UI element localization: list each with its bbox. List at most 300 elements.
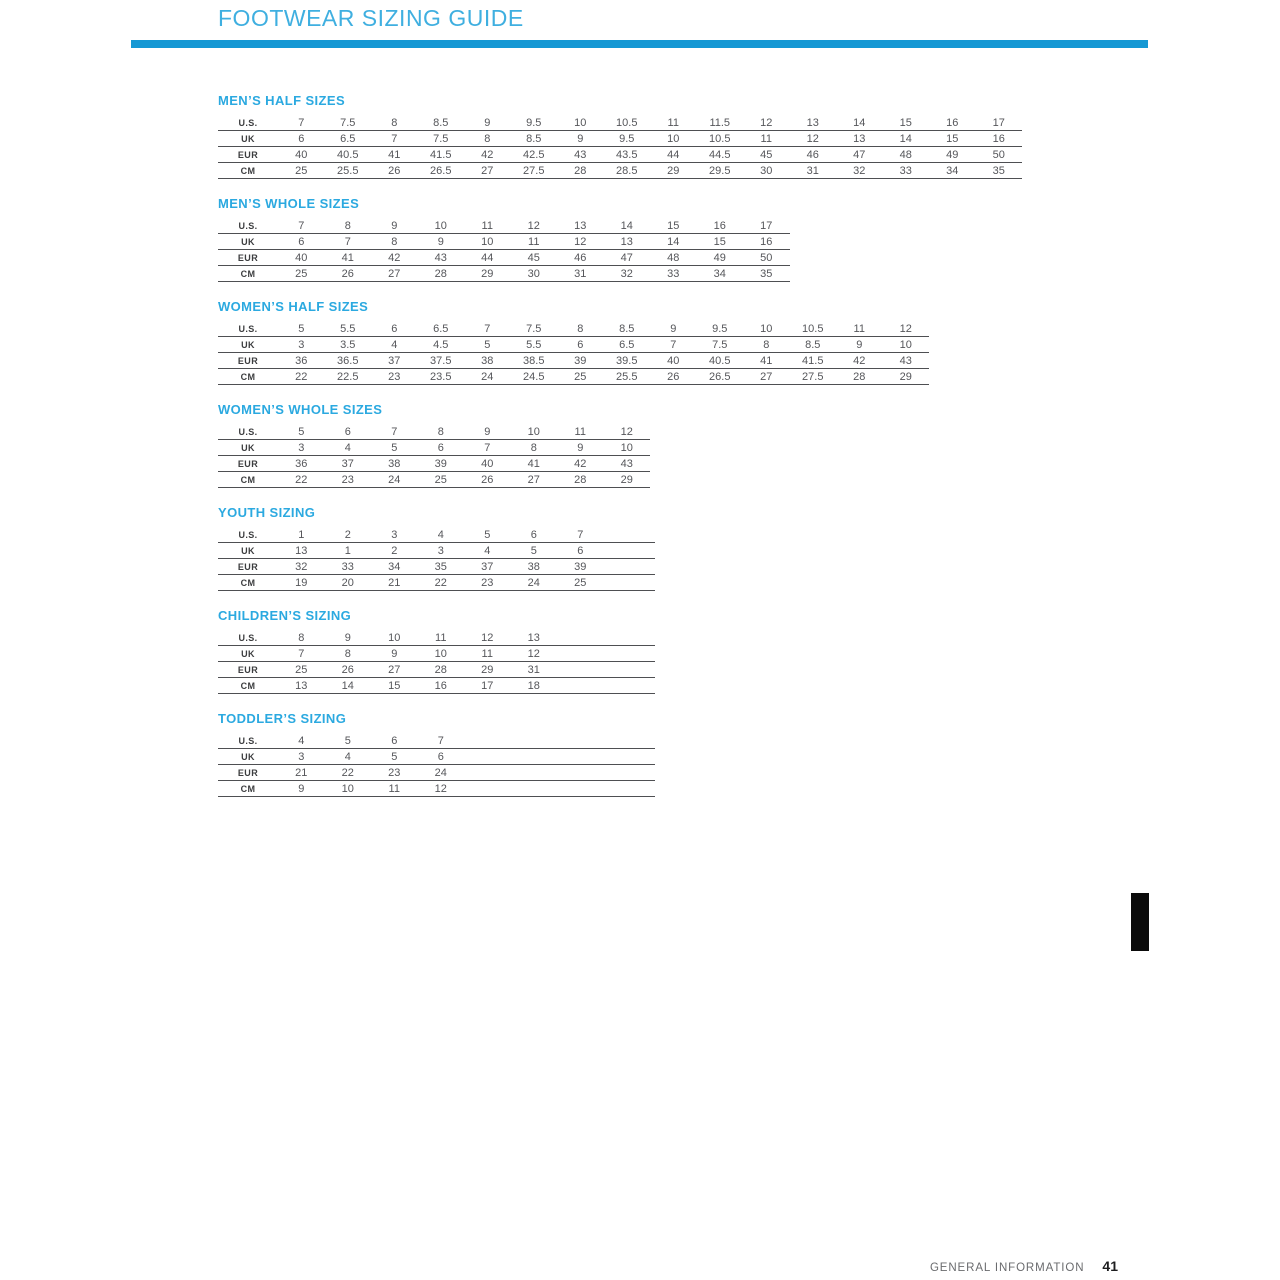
sizing-section (218, 94, 1022, 179)
size-value: 21 (388, 576, 401, 589)
registration-mark-bar (1131, 893, 1149, 951)
size-value: 13 (295, 679, 308, 692)
size-value: 15 (667, 219, 680, 232)
size-value: 32 (295, 560, 308, 573)
sizing-section (218, 609, 1022, 694)
size-value: 28 (574, 473, 587, 486)
size-value: 36.5 (337, 354, 359, 367)
section-heading: WOMEN’S HALF SIZES (218, 299, 369, 314)
size-value: 12 (806, 132, 819, 145)
size-value: 44.5 (709, 148, 731, 161)
size-value: 11 (481, 219, 493, 232)
size-value: 10 (527, 425, 540, 438)
size-value: 5 (298, 322, 305, 335)
sizing-section (218, 403, 1022, 488)
size-value: 21 (295, 766, 308, 779)
size-value: 5.5 (340, 322, 356, 335)
size-value: 12 (760, 116, 773, 129)
size-value: 5 (530, 544, 537, 557)
size-value: 42 (388, 251, 401, 264)
size-value: 41 (760, 354, 773, 367)
size-value: 34 (388, 560, 401, 573)
size-value: 4 (298, 734, 305, 747)
table-row (218, 250, 790, 266)
size-value: 10 (388, 631, 401, 644)
size-value: 28 (434, 663, 447, 676)
size-table (218, 527, 655, 591)
size-value: 7 (484, 441, 491, 454)
size-value: 23 (388, 766, 401, 779)
table-row (218, 765, 655, 781)
size-value: 3 (437, 544, 444, 557)
table-row (218, 559, 655, 575)
size-value: 35 (992, 164, 1005, 177)
size-value: 9 (391, 647, 398, 660)
size-value: 11 (435, 631, 447, 644)
size-value: 26.5 (709, 370, 731, 383)
size-value: 15 (388, 679, 401, 692)
size-value: 9 (437, 235, 444, 248)
size-value: 22 (295, 370, 308, 383)
size-value: 38 (481, 354, 494, 367)
size-value: 9.5 (526, 116, 542, 129)
size-value: 2 (391, 544, 398, 557)
size-value: 26 (481, 473, 494, 486)
row-label: U.S. (238, 117, 258, 128)
size-value: 4 (437, 528, 444, 541)
size-value: 25 (295, 164, 308, 177)
section-heading: WOMEN’S WHOLE SIZES (218, 402, 383, 417)
row-label: UK (241, 751, 255, 762)
size-value: 25 (574, 576, 587, 589)
size-value: 26 (667, 370, 680, 383)
size-value: 27.5 (802, 370, 824, 383)
size-value: 6.5 (619, 338, 635, 351)
row-label: UK (241, 339, 255, 350)
size-value: 43 (899, 354, 912, 367)
size-value: 24 (388, 473, 401, 486)
size-value: 44 (481, 251, 494, 264)
size-table (218, 115, 1022, 179)
size-value: 11 (760, 132, 772, 145)
page-footer (930, 1258, 1118, 1274)
size-value: 7 (298, 647, 305, 660)
size-value: 14 (899, 132, 912, 145)
size-value: 7.5 (340, 116, 356, 129)
table-row (218, 733, 655, 749)
size-value: 49 (713, 251, 726, 264)
size-value: 27 (481, 164, 494, 177)
size-value: 16 (760, 235, 773, 248)
sizing-section (218, 712, 1022, 797)
size-value: 36 (295, 457, 308, 470)
size-value: 14 (620, 219, 633, 232)
size-value: 29 (667, 164, 680, 177)
footer-section-label: GENERAL INFORMATION (929, 1262, 1085, 1274)
table-row (218, 662, 655, 678)
size-value: 3 (298, 441, 305, 454)
size-value: 6 (437, 750, 444, 763)
size-value: 37 (388, 354, 401, 367)
row-label: EUR (237, 355, 259, 366)
size-value: 25 (574, 370, 587, 383)
table-row (218, 353, 929, 369)
size-value: 13 (574, 219, 587, 232)
row-label: CM (240, 577, 256, 588)
size-value: 27 (388, 267, 401, 280)
size-value: 5 (298, 425, 305, 438)
size-value: 10 (341, 782, 354, 795)
size-value: 5 (344, 734, 351, 747)
row-label: EUR (237, 149, 259, 160)
size-value: 13 (295, 544, 308, 557)
size-value: 6 (298, 235, 305, 248)
size-value: 29.5 (709, 164, 731, 177)
size-value: 50 (760, 251, 773, 264)
size-value: 7 (437, 734, 444, 747)
size-value: 4 (484, 544, 491, 557)
size-value: 19 (295, 576, 308, 589)
size-value: 9 (391, 219, 398, 232)
size-value: 27.5 (523, 164, 545, 177)
size-value: 26.5 (430, 164, 452, 177)
size-value: 5 (484, 528, 491, 541)
row-label: U.S. (238, 323, 258, 334)
size-table (218, 424, 650, 488)
size-value: 45 (760, 148, 773, 161)
size-value: 9 (484, 425, 491, 438)
sizing-sections (218, 94, 1022, 815)
size-value: 43 (574, 148, 587, 161)
table-row (218, 369, 929, 385)
size-value: 40 (667, 354, 680, 367)
table-row (218, 115, 1022, 131)
size-value: 29 (899, 370, 912, 383)
size-value: 23 (481, 576, 494, 589)
size-value: 25 (295, 267, 308, 280)
size-value: 48 (899, 148, 912, 161)
size-value: 6 (391, 734, 398, 747)
size-value: 6 (298, 132, 305, 145)
size-value: 11 (528, 235, 540, 248)
size-value: 35 (434, 560, 447, 573)
size-value: 18 (527, 679, 540, 692)
size-value: 7 (298, 219, 305, 232)
size-value: 1 (344, 544, 351, 557)
size-value: 7 (670, 338, 677, 351)
size-value: 28 (434, 267, 447, 280)
size-value: 5.5 (526, 338, 542, 351)
size-value: 9.5 (712, 322, 728, 335)
size-table (218, 630, 655, 694)
size-value: 14 (853, 116, 866, 129)
size-value: 40.5 (709, 354, 731, 367)
row-label: CM (240, 783, 256, 794)
size-value: 41 (527, 457, 540, 470)
size-value: 10 (434, 219, 447, 232)
table-row (218, 678, 655, 694)
table-row (218, 781, 655, 797)
row-label: CM (240, 268, 256, 279)
size-value: 6 (344, 425, 351, 438)
size-value: 13 (853, 132, 866, 145)
size-value: 16 (992, 132, 1005, 145)
size-value: 39 (574, 560, 587, 573)
size-value: 28.5 (616, 164, 638, 177)
size-value: 8.5 (805, 338, 821, 351)
size-value: 8 (344, 647, 351, 660)
size-value: 38 (388, 457, 401, 470)
size-value: 43.5 (616, 148, 638, 161)
size-value: 12 (481, 631, 494, 644)
size-value: 27 (388, 663, 401, 676)
row-label: EUR (237, 664, 259, 675)
size-table (218, 733, 655, 797)
size-value: 8 (298, 631, 305, 644)
size-value: 7 (484, 322, 491, 335)
row-label: EUR (237, 767, 259, 778)
size-value: 40 (481, 457, 494, 470)
size-value: 23 (341, 473, 354, 486)
size-value: 9 (577, 132, 584, 145)
size-value: 8 (530, 441, 537, 454)
size-value: 9 (298, 782, 305, 795)
size-value: 36 (295, 354, 308, 367)
size-value: 42.5 (523, 148, 545, 161)
size-value: 15 (946, 132, 959, 145)
size-value: 3 (391, 528, 398, 541)
size-value: 46 (574, 251, 587, 264)
table-row (218, 337, 929, 353)
size-value: 7 (298, 116, 305, 129)
size-value: 6.5 (433, 322, 449, 335)
size-value: 10.5 (709, 132, 731, 145)
page-title: FOOTWEAR SIZING GUIDE (218, 5, 524, 31)
size-value: 24 (527, 576, 540, 589)
size-value: 26 (341, 267, 354, 280)
table-row (218, 472, 650, 488)
table-row (218, 424, 650, 440)
size-value: 28 (853, 370, 866, 383)
row-label: EUR (237, 561, 259, 572)
table-row (218, 543, 655, 559)
table-row (218, 646, 655, 662)
section-heading: MEN’S HALF SIZES (218, 93, 346, 108)
size-value: 16 (946, 116, 959, 129)
row-label: UK (241, 545, 255, 556)
size-value: 12 (574, 235, 587, 248)
size-value: 13 (527, 631, 540, 644)
size-value: 11 (853, 322, 865, 335)
size-value: 42 (574, 457, 587, 470)
size-value: 9 (670, 322, 677, 335)
size-value: 4 (344, 441, 351, 454)
size-value: 4.5 (433, 338, 449, 351)
table-row (218, 218, 790, 234)
size-value: 22 (434, 576, 447, 589)
size-value: 11 (574, 425, 586, 438)
size-value: 10 (574, 116, 587, 129)
size-value: 6 (391, 322, 398, 335)
size-value: 37 (481, 560, 494, 573)
size-value: 28 (574, 164, 587, 177)
size-value: 22.5 (337, 370, 359, 383)
size-table (218, 218, 790, 282)
size-value: 15 (713, 235, 726, 248)
size-value: 33 (667, 267, 680, 280)
size-value: 8 (391, 235, 398, 248)
size-value: 40 (295, 251, 308, 264)
row-label: UK (241, 133, 255, 144)
size-value: 7.5 (433, 132, 449, 145)
size-value: 38 (527, 560, 540, 573)
size-value: 14 (341, 679, 354, 692)
section-heading: TODDLER’S SIZING (218, 711, 347, 726)
size-value: 8 (763, 338, 770, 351)
size-value: 6 (577, 338, 584, 351)
size-value: 41.5 (430, 148, 452, 161)
size-value: 22 (341, 766, 354, 779)
size-value: 13 (620, 235, 633, 248)
size-value: 10.5 (616, 116, 638, 129)
size-value: 32 (853, 164, 866, 177)
size-value: 43 (620, 457, 633, 470)
size-value: 10 (481, 235, 494, 248)
row-label: U.S. (238, 426, 258, 437)
size-value: 15 (899, 116, 912, 129)
size-value: 12 (434, 782, 447, 795)
size-value: 25 (434, 473, 447, 486)
size-value: 27 (527, 473, 540, 486)
row-label: UK (241, 648, 255, 659)
size-value: 7.5 (712, 338, 728, 351)
size-value: 11 (667, 116, 679, 129)
size-value: 8 (577, 322, 584, 335)
size-value: 31 (574, 267, 587, 280)
size-value: 3 (298, 338, 305, 351)
size-value: 29 (481, 267, 494, 280)
size-value: 8.5 (433, 116, 449, 129)
table-row (218, 266, 790, 282)
size-value: 45 (527, 251, 540, 264)
size-value: 42 (481, 148, 494, 161)
size-value: 11.5 (709, 116, 731, 129)
size-value: 11 (388, 782, 400, 795)
sizing-section (218, 300, 1022, 385)
size-value: 10 (667, 132, 680, 145)
title-rule-divider (131, 40, 1148, 48)
size-value: 7 (577, 528, 584, 541)
row-label: UK (241, 236, 255, 247)
size-value: 34 (713, 267, 726, 280)
size-value: 31 (527, 663, 540, 676)
table-row (218, 440, 650, 456)
row-label: CM (240, 371, 256, 382)
size-value: 39 (574, 354, 587, 367)
size-value: 6 (437, 441, 444, 454)
row-label: EUR (237, 252, 259, 263)
size-value: 29 (481, 663, 494, 676)
sizing-section (218, 197, 1022, 282)
size-value: 12 (527, 219, 540, 232)
table-row (218, 163, 1022, 179)
size-value: 50 (992, 148, 1005, 161)
size-value: 40.5 (337, 148, 359, 161)
table-row (218, 321, 929, 337)
size-value: 6 (530, 528, 537, 541)
size-value: 10 (434, 647, 447, 660)
size-value: 33 (341, 560, 354, 573)
size-value: 7 (391, 425, 398, 438)
size-value: 29 (620, 473, 633, 486)
row-label: EUR (237, 458, 259, 469)
section-heading: YOUTH SIZING (218, 505, 316, 520)
size-value: 44 (667, 148, 680, 161)
size-value: 23 (388, 370, 401, 383)
size-value: 8 (484, 132, 491, 145)
table-row (218, 575, 655, 591)
size-table (218, 321, 929, 385)
size-value: 22 (295, 473, 308, 486)
table-row (218, 234, 790, 250)
size-value: 12 (899, 322, 912, 335)
size-value: 31 (806, 164, 819, 177)
row-label: U.S. (238, 735, 258, 746)
size-value: 9 (577, 441, 584, 454)
size-value: 11 (481, 647, 493, 660)
size-value: 7 (391, 132, 398, 145)
size-value: 25.5 (337, 164, 359, 177)
size-value: 41.5 (802, 354, 824, 367)
size-value: 5 (391, 750, 398, 763)
table-row (218, 147, 1022, 163)
size-value: 12 (527, 647, 540, 660)
size-value: 40 (295, 148, 308, 161)
size-value: 17 (481, 679, 494, 692)
size-value: 24.5 (523, 370, 545, 383)
size-value: 37.5 (430, 354, 452, 367)
size-value: 2 (344, 528, 351, 541)
size-value: 30 (760, 164, 773, 177)
size-value: 34 (946, 164, 959, 177)
size-value: 3 (298, 750, 305, 763)
size-value: 16 (713, 219, 726, 232)
size-value: 4 (391, 338, 398, 351)
size-value: 8.5 (619, 322, 635, 335)
size-value: 39 (434, 457, 447, 470)
size-value: 43 (434, 251, 447, 264)
size-value: 8.5 (526, 132, 542, 145)
size-value: 12 (620, 425, 633, 438)
table-row (218, 630, 655, 646)
size-value: 3.5 (340, 338, 356, 351)
size-value: 41 (388, 148, 401, 161)
table-row (218, 456, 650, 472)
size-value: 35 (760, 267, 773, 280)
size-value: 9.5 (619, 132, 635, 145)
size-value: 26 (341, 663, 354, 676)
size-value: 17 (992, 116, 1005, 129)
size-value: 24 (481, 370, 494, 383)
size-value: 7 (344, 235, 351, 248)
size-value: 37 (341, 457, 354, 470)
size-value: 5 (484, 338, 491, 351)
size-value: 9 (344, 631, 351, 644)
size-value: 23.5 (430, 370, 452, 383)
size-value: 13 (806, 116, 819, 129)
section-heading: MEN’S WHOLE SIZES (218, 196, 360, 211)
size-value: 16 (434, 679, 447, 692)
